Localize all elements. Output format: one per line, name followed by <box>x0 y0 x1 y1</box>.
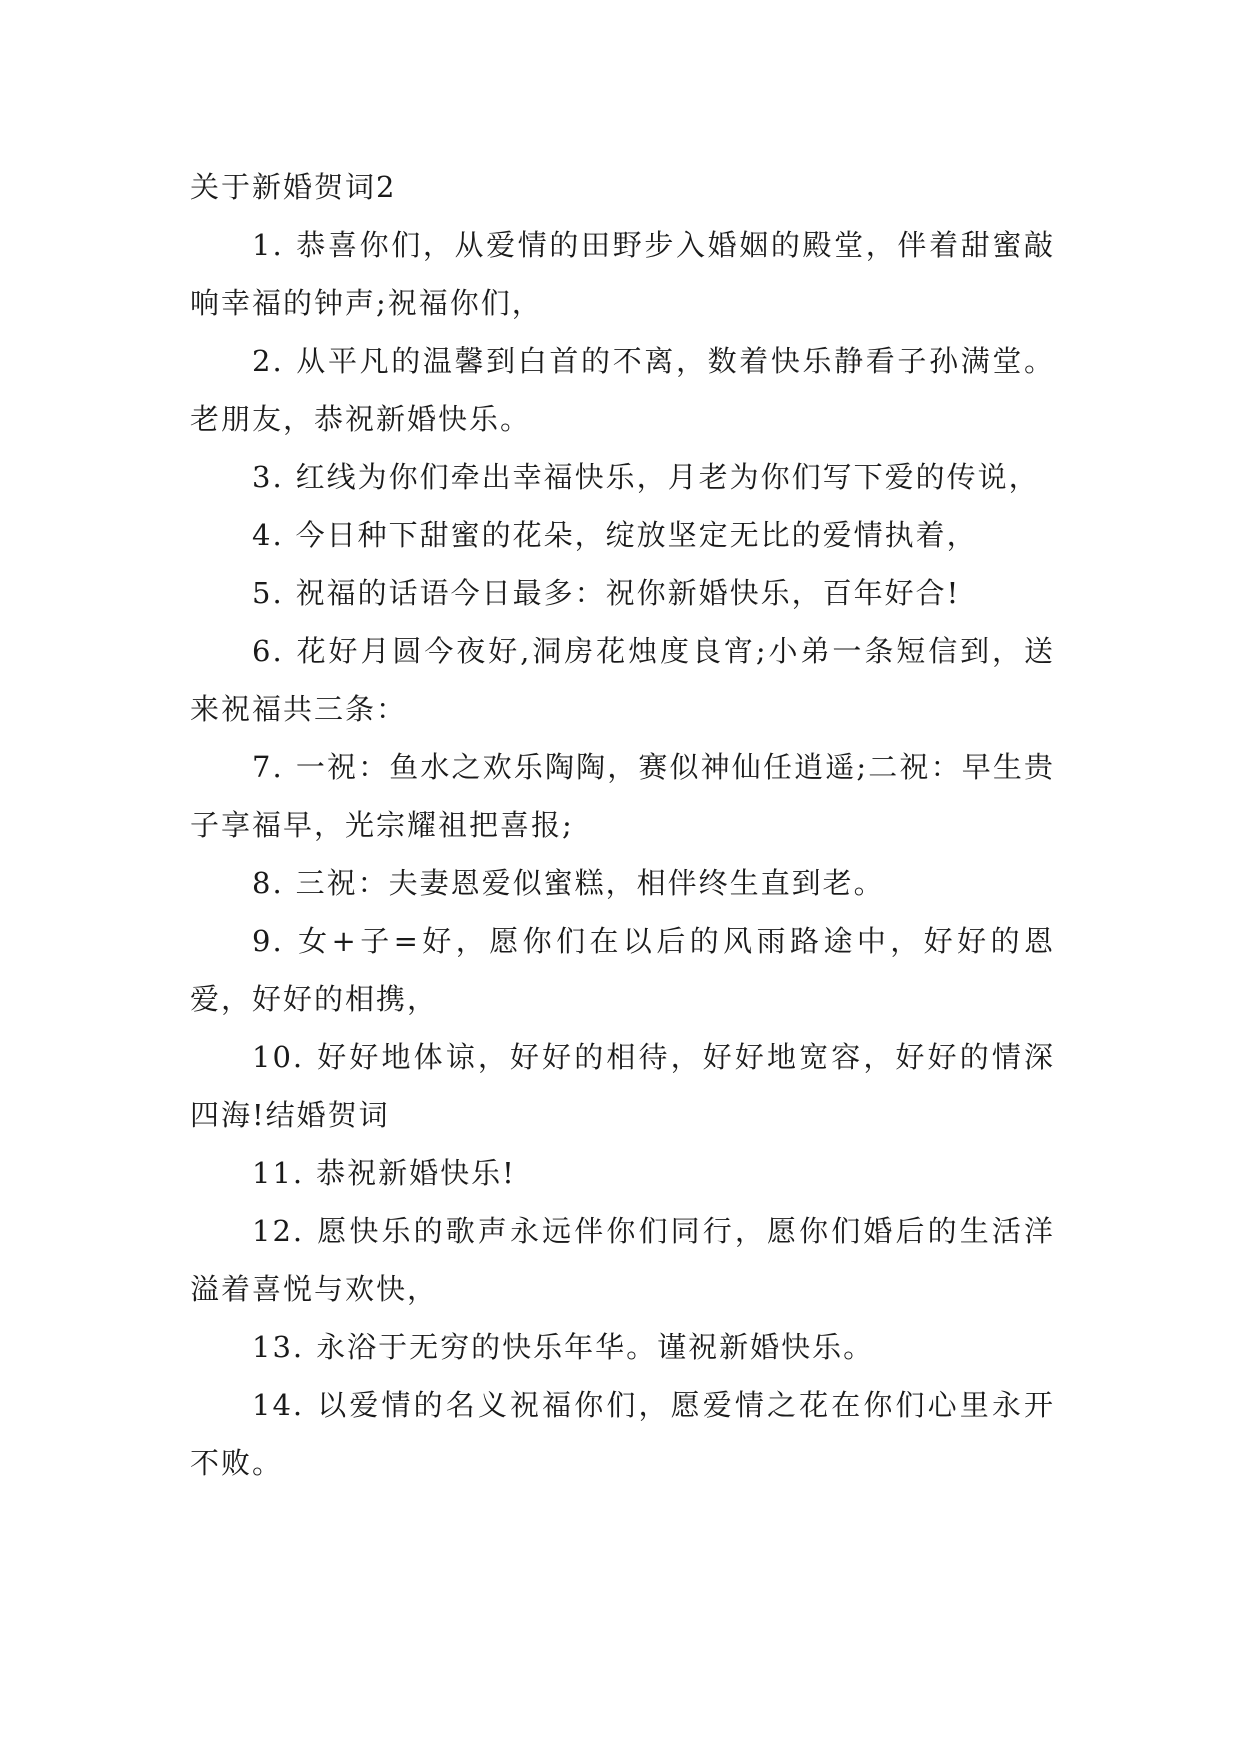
item-number: 7. <box>252 750 284 784</box>
list-item <box>190 1202 1055 1318</box>
item-text: 祝福的话语今日最多：祝你新婚快乐，百年好合! <box>295 576 961 610</box>
list-item <box>190 622 1055 738</box>
item-number: 3. <box>252 460 284 494</box>
item-text: 女+子=好，愿你们在以后的风雨路途中，好好的恩爱，好好的相携， <box>190 924 1055 1016</box>
document-page <box>190 158 1055 1492</box>
document-title: 关于新婚贺词2 <box>190 170 397 204</box>
list-item <box>190 1376 1055 1492</box>
list-item <box>190 1028 1055 1144</box>
item-text: 好好地体谅，好好的相待，好好地宽容，好好的情深四海!结婚贺词 <box>190 1040 1055 1132</box>
list-item <box>190 332 1055 448</box>
item-text: 红线为你们牵出幸福快乐，月老为你们写下爱的传说， <box>295 460 1040 494</box>
item-text: 花好月圆今夜好,洞房花烛度良宵;小弟一条短信到，送来祝福共三条： <box>190 634 1055 726</box>
list-item <box>190 1144 1055 1202</box>
item-number: 9. <box>252 924 284 958</box>
item-number: 6. <box>252 634 284 668</box>
item-number: 2. <box>252 344 284 378</box>
list-item <box>190 216 1055 332</box>
list-item <box>190 564 1055 622</box>
item-text: 愿快乐的歌声永远伴你们同行，愿你们婚后的生活洋溢着喜悦与欢快， <box>190 1214 1055 1306</box>
item-number: 13. <box>252 1330 305 1364</box>
list-item <box>190 448 1055 506</box>
item-number: 10. <box>252 1040 305 1074</box>
item-text: 恭喜你们，从爱情的田野步入婚姻的殿堂，伴着甜蜜敲响幸福的钟声;祝福你们， <box>190 228 1055 320</box>
list-item <box>190 1318 1055 1376</box>
item-number: 8. <box>252 866 284 900</box>
item-text: 永浴于无穷的快乐年华。谨祝新婚快乐。 <box>316 1330 875 1364</box>
item-number: 5. <box>252 576 284 610</box>
list-item <box>190 912 1055 1028</box>
item-number: 11. <box>252 1156 305 1190</box>
item-number: 14. <box>252 1388 305 1422</box>
item-text: 三祝：夫妻恩爱似蜜糕，相伴终生直到老。 <box>295 866 885 900</box>
item-text: 恭祝新婚快乐! <box>316 1156 516 1190</box>
item-number: 1. <box>252 228 284 262</box>
list-item <box>190 854 1055 912</box>
item-text: 一祝：鱼水之欢乐陶陶，赛似神仙任逍遥;二祝：早生贵子享福早，光宗耀祖把喜报; <box>190 750 1055 842</box>
list-item <box>190 506 1055 564</box>
item-text: 从平凡的温馨到白首的不离，数着快乐静看子孙满堂。老朋友，恭祝新婚快乐。 <box>190 344 1055 436</box>
item-number: 4. <box>252 518 284 552</box>
item-number: 12. <box>252 1214 305 1248</box>
item-text: 以爱情的名义祝福你们，愿爱情之花在你们心里永开不败。 <box>190 1388 1055 1480</box>
list-item <box>190 738 1055 854</box>
item-text: 今日种下甜蜜的花朵，绽放坚定无比的爱情执着， <box>295 518 978 552</box>
